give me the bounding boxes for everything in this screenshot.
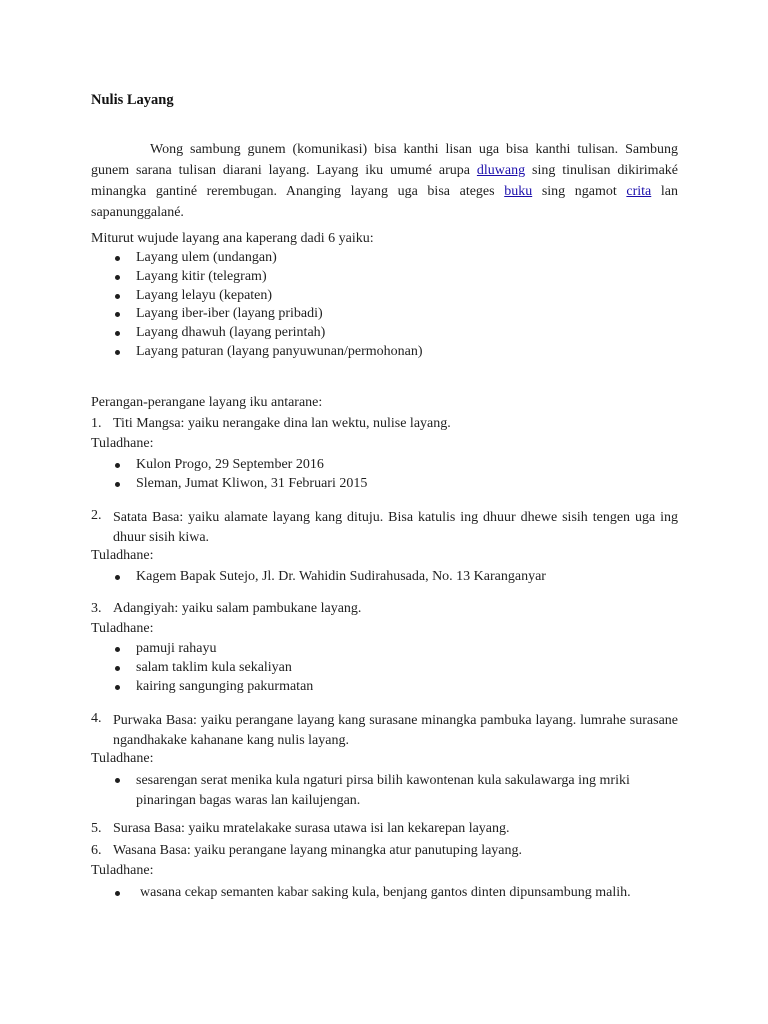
bullet (115, 256, 120, 261)
link-crita[interactable]: crita (626, 184, 652, 199)
numbered-item-text: Purwaka Basa: yaiku perangane layang kang surasane minangka pambuka layang. lumrahe surasane ngandhakake kahanane kang nulis layang. (113, 713, 678, 748)
bullet (115, 350, 120, 355)
example-text: sesarengan serat menika kula ngaturi pirsa bilih kawontenan kula sakulawarga ing mriki pinaringan bagas waras lan kailujengan. (136, 773, 630, 808)
example-label: Tuladhane: (91, 863, 154, 878)
bullet (115, 647, 120, 652)
intro-text-2: sing tinulisan dikirimaké minangka gantiné rerembugan. Ananging layang uga bisa ateges (91, 163, 678, 199)
bullet (115, 463, 120, 468)
intro-text-4: lan sapanunggalané. (91, 184, 678, 220)
link-dluwang[interactable]: dluwang (476, 163, 526, 178)
bullet (115, 891, 120, 896)
document-title: Nulis Layang (91, 92, 174, 108)
example-label: Tuladhane: (91, 548, 154, 563)
bullet (115, 575, 120, 580)
example-label: Tuladhane: (91, 436, 154, 451)
bullet (115, 685, 120, 690)
bullet (115, 331, 120, 336)
bullet (115, 666, 120, 671)
bullet (115, 778, 120, 783)
intro-paragraph (91, 139, 678, 223)
link-buku[interactable]: buku (504, 184, 533, 199)
bullet (115, 275, 120, 280)
bullet (115, 482, 120, 487)
document-page: Nulis Layang Wong sambung gunem (komunikasi) bisa kanthi lisan uga bisa kanthi tulisan. Sambung gunem sarana tulisan diarani layang. Layang iku umumé arupa dluwang sing tinulisan dikirimaké minangka gantiné rerembugan. Ananging layang uga bisa ateges buku sing ngamot crita lan sapanunggalané. Miturut wujude layang ana kaperang dadi 6 yaiku: Layang ulem (undangan) Layang kitir (telegram) Layang lelayu (kepaten) Layang iber-iber (layang pribadi) Layang dhawuh (layang perintah) Layang paturan (layang panyuwunan/permohonan) Perangan-perangane layang iku antarane: 1. Titi Mangsa: yaiku nerangake dina lan wektu, nulise layang. Tuladhane: Kulon Progo, 29 September 2016 Sleman, Jumat Kliwon, 31 Februari 2015 2. Satata Basa: yaiku alamate layang kang dituju. Bisa katulis ing dhuur dhewe sisih tengen uga ing dhuur sisih kiwa. Tuladhane: Kagem Bapak Sutejo, Jl. Dr. Wahidin Sudirahusada, No. 13 Karanganyar 3. Adangiyah: yaiku salam pambukane layang. Tuladhane: pamuji rahayu salam taklim kula sekaliyan kairing sangunging pakurmatan 4. Purwaka Basa: yaiku perangane layang kang surasane minangka pambuka layang. lumrahe surasane ngandhakake kahanane kang nulis layang. Tuladhane: sesarengan serat menika kula ngaturi pirsa bilih kawontenan kula sakulawarga ing mriki pinaringan bagas waras lan kailujengan. 5. Surasa Basa: yaiku mratelakake surasa utawa isi lan kekarepan layang. 6. Wasana Basa: yaiku perangane layang minangka atur panutuping layang. Tuladhane: wasana cekap semanten kabar saking kula, benjang gantos dinten dipunsambung malih. (91, 92, 678, 900)
parts-intro: Perangan-perangane layang iku antarane: (91, 395, 323, 410)
numbered-item-text: Satata Basa: yaiku alamate layang kang dituju. Bisa katulis ing dhuur dhewe sisih tengen uga ing dhuur sisih kiwa. (113, 510, 678, 545)
example-label: Tuladhane: (91, 751, 154, 766)
intro-text-3: sing ngamot (532, 184, 627, 199)
types-intro: Miturut wujude layang ana kaperang dadi 6 yaiku: (91, 231, 374, 246)
bullet (115, 312, 120, 317)
intro-text-1: Wong sambung gunem (komunikasi) bisa kanthi lisan uga bisa kanthi tulisan. Sambung gunem sarana tulisan diarani layang. Layang iku umumé arupa (91, 142, 678, 178)
bullet (115, 294, 120, 299)
example-label: Tuladhane: (91, 621, 154, 636)
